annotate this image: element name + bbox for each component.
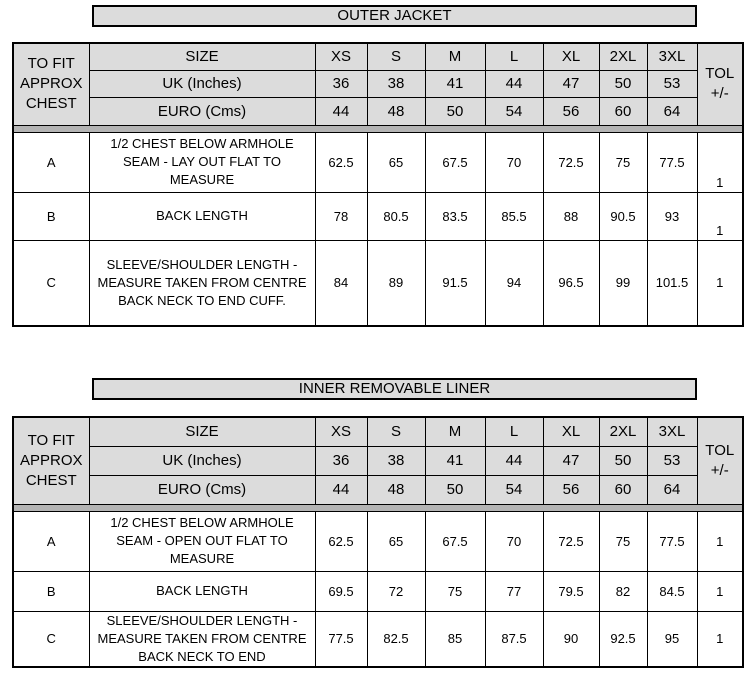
measure-cell: 78: [315, 192, 367, 240]
row-code: C: [13, 240, 89, 326]
header-label: SIZE: [89, 43, 315, 70]
inner-liner-table: [12, 416, 744, 668]
row-description: BACK LENGTH: [89, 192, 315, 240]
size-cell: XL: [543, 43, 599, 70]
outer-jacket-table: [12, 42, 744, 327]
measure-cell: 83.5: [425, 192, 485, 240]
row-code: A: [13, 132, 89, 192]
euro-cell: 64: [647, 475, 697, 504]
euro-cell: 44: [315, 475, 367, 504]
measure-cell: 99: [599, 240, 647, 326]
measure-cell: 95: [647, 611, 697, 667]
measure-cell: 67.5: [425, 511, 485, 571]
row-code: A: [13, 511, 89, 571]
header-label: EURO (Cms): [89, 475, 315, 504]
uk-cell: 53: [647, 70, 697, 97]
size-cell: L: [485, 43, 543, 70]
size-cell: L: [485, 417, 543, 446]
uk-cell: 47: [543, 70, 599, 97]
measure-cell: 84.5: [647, 571, 697, 611]
row-description: SLEEVE/SHOULDER LENGTH - MEASURE TAKEN FROM CENTRE BACK NECK TO END CUFF.: [89, 240, 315, 326]
row-code: C: [13, 611, 89, 667]
euro-cell: 60: [599, 475, 647, 504]
measure-cell: 90.5: [599, 192, 647, 240]
measure-cell: 85.5: [485, 192, 543, 240]
uk-cell: 41: [425, 446, 485, 475]
inner-liner-title: INNER REMOVABLE LINER: [92, 378, 697, 400]
header-label: UK (Inches): [89, 70, 315, 97]
uk-cell: 38: [367, 70, 425, 97]
measure-cell: 67.5: [425, 132, 485, 192]
uk-cell: 50: [599, 70, 647, 97]
tol-cell: 1: [697, 611, 743, 667]
uk-cell: 38: [367, 446, 425, 475]
header-label: UK (Inches): [89, 446, 315, 475]
measure-cell: 85: [425, 611, 485, 667]
measure-cell: 62.5: [315, 132, 367, 192]
measure-cell: 77: [485, 571, 543, 611]
row-code: B: [13, 192, 89, 240]
table-row: [13, 611, 743, 667]
table-row: [13, 571, 743, 611]
measure-cell: 72.5: [543, 511, 599, 571]
table-row: [13, 192, 743, 240]
euro-cell: 50: [425, 97, 485, 125]
measure-cell: 65: [367, 511, 425, 571]
row-code: B: [13, 571, 89, 611]
size-cell: XL: [543, 417, 599, 446]
euro-cell: 60: [599, 97, 647, 125]
measure-cell: 82: [599, 571, 647, 611]
size-cell: M: [425, 43, 485, 70]
separator: [13, 504, 743, 511]
size-cell: 2XL: [599, 417, 647, 446]
measure-cell: 101.5: [647, 240, 697, 326]
tol-cell: 1: [697, 240, 743, 326]
size-cell: S: [367, 417, 425, 446]
measure-cell: 77.5: [315, 611, 367, 667]
tol-cell: 1: [697, 132, 743, 192]
size-cell: XS: [315, 417, 367, 446]
measure-cell: 79.5: [543, 571, 599, 611]
measure-cell: 77.5: [647, 511, 697, 571]
uk-cell: 50: [599, 446, 647, 475]
tol-cell: 1: [697, 511, 743, 571]
measure-cell: 96.5: [543, 240, 599, 326]
tol-label: TOL +/-: [697, 43, 743, 125]
size-cell: M: [425, 417, 485, 446]
measure-cell: 88: [543, 192, 599, 240]
euro-cell: 56: [543, 475, 599, 504]
outer-jacket-title: OUTER JACKET: [92, 5, 697, 27]
separator: [13, 125, 743, 132]
size-cell: 2XL: [599, 43, 647, 70]
size-cell: XS: [315, 43, 367, 70]
header-label: SIZE: [89, 417, 315, 446]
uk-cell: 44: [485, 70, 543, 97]
row-description: 1/2 CHEST BELOW ARMHOLE SEAM - OPEN OUT FLAT TO MEASURE: [89, 511, 315, 571]
euro-cell: 44: [315, 97, 367, 125]
header-label: EURO (Cms): [89, 97, 315, 125]
measure-cell: 84: [315, 240, 367, 326]
size-cell: 3XL: [647, 43, 697, 70]
tol-cell: 1: [697, 571, 743, 611]
measure-cell: 89: [367, 240, 425, 326]
measure-cell: 72.5: [543, 132, 599, 192]
table-row: [13, 511, 743, 571]
measure-cell: 70: [485, 132, 543, 192]
uk-cell: 36: [315, 70, 367, 97]
row-description: SLEEVE/SHOULDER LENGTH - MEASURE TAKEN FROM CENTRE BACK NECK TO END: [89, 611, 315, 667]
euro-cell: 54: [485, 97, 543, 125]
measure-cell: 92.5: [599, 611, 647, 667]
measure-cell: 94: [485, 240, 543, 326]
euro-cell: 54: [485, 475, 543, 504]
measure-cell: 75: [599, 132, 647, 192]
row-description: BACK LENGTH: [89, 571, 315, 611]
row-description: 1/2 CHEST BELOW ARMHOLE SEAM - LAY OUT FLAT TO MEASURE: [89, 132, 315, 192]
measure-cell: 72: [367, 571, 425, 611]
euro-cell: 48: [367, 97, 425, 125]
uk-cell: 53: [647, 446, 697, 475]
uk-cell: 41: [425, 70, 485, 97]
euro-cell: 56: [543, 97, 599, 125]
tol-cell: 1: [697, 192, 743, 240]
uk-cell: 47: [543, 446, 599, 475]
measure-cell: 82.5: [367, 611, 425, 667]
tol-label: TOL +/-: [697, 417, 743, 504]
measure-cell: 62.5: [315, 511, 367, 571]
measure-cell: 65: [367, 132, 425, 192]
measure-cell: 75: [425, 571, 485, 611]
size-cell: 3XL: [647, 417, 697, 446]
euro-cell: 64: [647, 97, 697, 125]
measure-cell: 80.5: [367, 192, 425, 240]
table-row: [13, 240, 743, 326]
measure-cell: 77.5: [647, 132, 697, 192]
fit-label: TO FIT APPROX CHEST: [13, 417, 89, 504]
measure-cell: 75: [599, 511, 647, 571]
measure-cell: 87.5: [485, 611, 543, 667]
measure-cell: 69.5: [315, 571, 367, 611]
fit-label: TO FIT APPROX CHEST: [13, 43, 89, 125]
uk-cell: 36: [315, 446, 367, 475]
uk-cell: 44: [485, 446, 543, 475]
measure-cell: 91.5: [425, 240, 485, 326]
table-row: [13, 132, 743, 192]
measure-cell: 70: [485, 511, 543, 571]
euro-cell: 50: [425, 475, 485, 504]
size-cell: S: [367, 43, 425, 70]
measure-cell: 90: [543, 611, 599, 667]
measure-cell: 93: [647, 192, 697, 240]
euro-cell: 48: [367, 475, 425, 504]
